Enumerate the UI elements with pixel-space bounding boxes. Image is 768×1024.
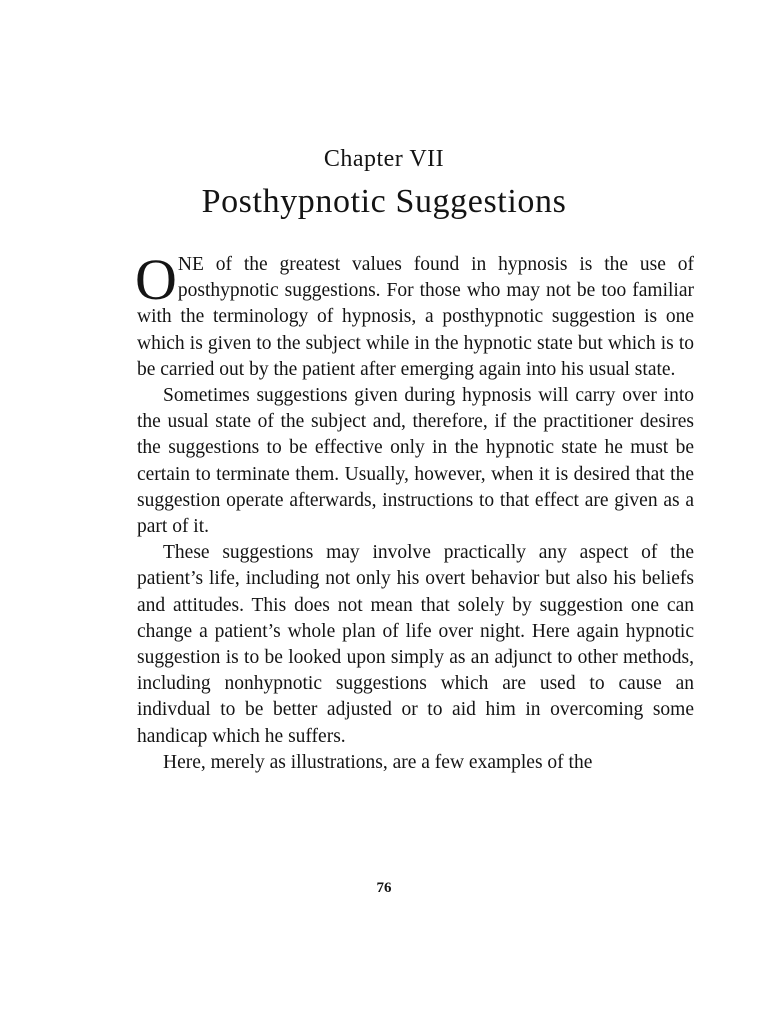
paragraph-2: Sometimes suggestions given during hypnosis will carry over into the usual state of the subject and, therefore, if the practitioner desires the suggestions to be effective only in the hypnotic state he must be certain to terminate them. Usually, however, when it is desired that the suggestion operate afterwards, instructions to that effect are given as a part of it. [137, 385, 694, 538]
paragraph-lead: NE [177, 254, 204, 275]
body-text [135, 247, 694, 776]
chapter-title: Posthypnotic Suggestions [201, 183, 567, 220]
chapter-label: Chapter VII [323, 146, 445, 172]
paragraph-text: of the greatest values found in hypnosis is the use of posthypnotic suggestions. For those who may not be too familiar with the terminology of hypnosis, a posthypnotic suggestion is one which is given to the subject while in the hypnotic state but which is to be carried out by the patient after emerging again into his usual state. [137, 254, 694, 380]
drop-cap: O [135, 247, 177, 312]
page-number: 76 [376, 880, 392, 896]
paragraph-4: Here, merely as illustrations, are a few examples of the [163, 751, 593, 773]
paragraph-3: These suggestions may involve practically any aspect of the patient’s life, including not only his overt behavior but also his beliefs and attitudes. This does not mean that solely by suggestion one can change a patient’s whole plan of life over night. Here again hypnotic suggestion is to be looked upon simply as an adjunct to other methods, including nonhypnotic suggestions which are used to cause an indivdual to be better adjusted or to aid him in overcoming some handicap which he suffers. [137, 542, 694, 747]
paragraph-1 [135, 247, 694, 383]
